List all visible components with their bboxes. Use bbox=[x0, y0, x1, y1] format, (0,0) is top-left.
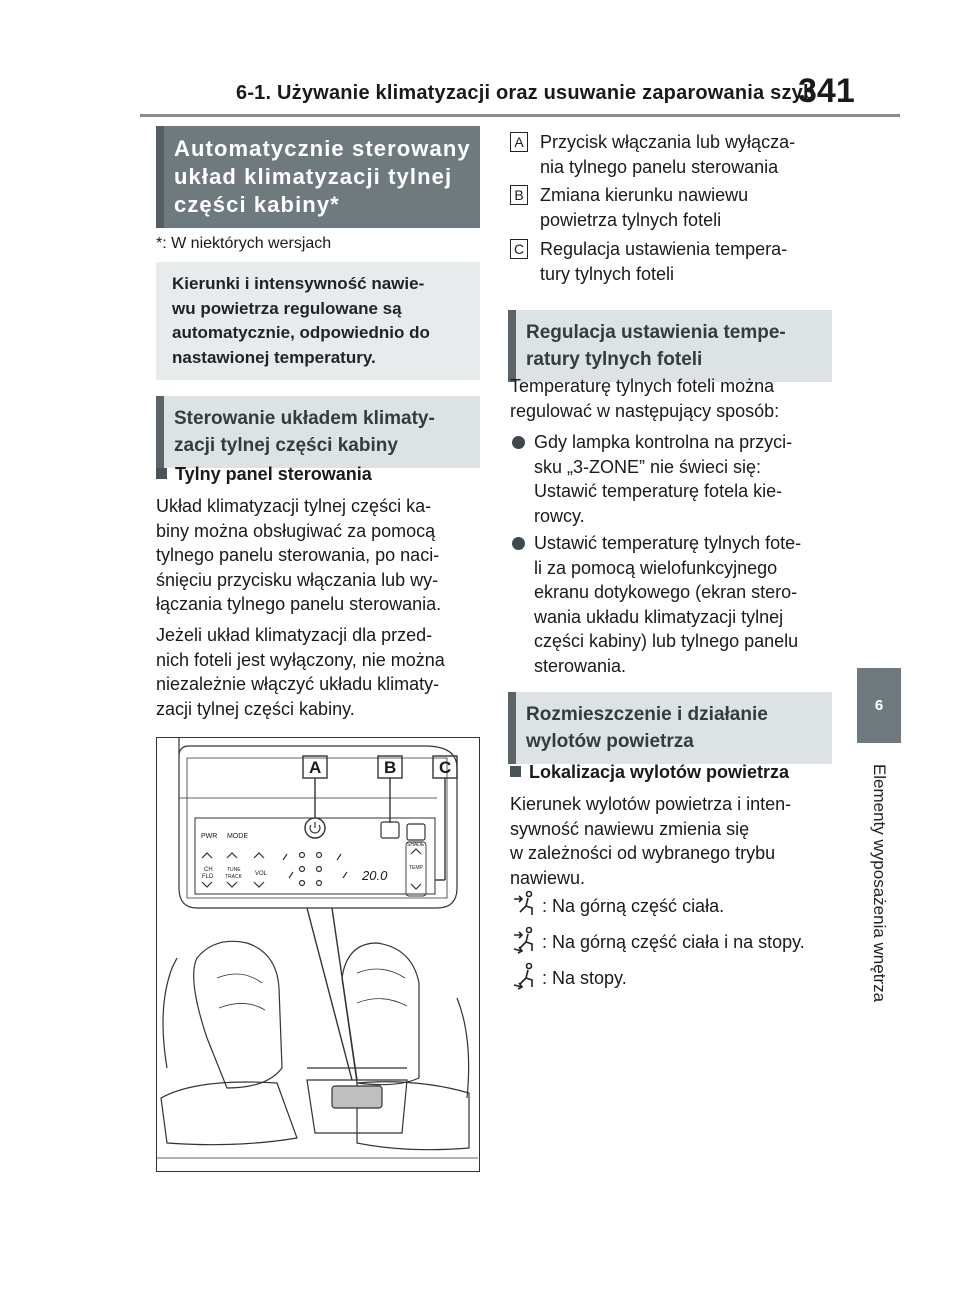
footnote: *: W niektórych wersjach bbox=[156, 235, 332, 252]
page-number: 341 bbox=[798, 72, 855, 110]
temperature-intro: Temperaturę tylnych foteli można regulować w następujący sposób: bbox=[510, 376, 780, 421]
mode-feet: : Na stopy. bbox=[512, 966, 842, 996]
rear-panel-figure bbox=[156, 737, 480, 1172]
panel-label-pwr: PWR bbox=[201, 833, 218, 840]
chapter-number: 6 bbox=[874, 697, 884, 714]
callout-c: C bbox=[439, 758, 452, 777]
heading-rear-control: Sterowanie układem klimaty- zacji tylnej części kabiny bbox=[156, 396, 480, 468]
panel-label-tune: TUNE bbox=[227, 867, 241, 873]
chapter-label: Elementy wyposażenia wnętrza bbox=[870, 763, 889, 1003]
callout-a: A bbox=[309, 758, 322, 777]
outlets-paragraph: Kierunek wylotów powietrza i inten- sywność nawiewu zmienia się w zależności od wybranego trybu nawiewu. bbox=[510, 794, 792, 888]
legend-item-c: C Regulacja ustawienia tempera- tury tylnych foteli bbox=[510, 237, 840, 289]
bullet-item-touchscreen: Ustawić temperaturę tylnych fote- li za pomocą wielofunkcyjnego ekranu dotykowego (ekran stero- wania układu klimatyzacji tylnej części kabiny) lub tylnego panelu sterowania. bbox=[512, 531, 832, 681]
section-title: 6-1. Używanie klimatyzacji oraz usuwanie zaparowania szyb bbox=[236, 82, 816, 104]
callout-b: B bbox=[384, 758, 397, 777]
subheading-outlet-location: Lokalizacja wylotów powietrza bbox=[510, 762, 789, 783]
letter-b-badge: B bbox=[510, 185, 528, 205]
chapter-tab[interactable] bbox=[857, 668, 901, 743]
paragraph-rear-panel: Układ klimatyzacji tylnej części ka- biny można obsługiwać za pomocą tylnego panelu sterowania, po naci- śnięciu przycisku włączania lub wy- łączania tylnego panelu sterowania. bbox=[156, 496, 442, 614]
bilevel-icon bbox=[512, 926, 538, 954]
panel-label-shade: SHADE bbox=[407, 842, 425, 848]
panel-label-fld: FLD bbox=[202, 874, 214, 880]
mode-upper-body: : Na górną część ciała. bbox=[512, 894, 842, 924]
panel-label-ch: CH bbox=[204, 867, 213, 873]
panel-label-mode: MODE bbox=[227, 833, 248, 840]
panel-temp-value: 20.0 bbox=[362, 868, 388, 883]
upper-body-icon bbox=[512, 890, 538, 918]
info-box: Kierunki i intensywność nawie- wu powietrza regulowane są automatycznie, odpowiednio do nastawionej temperatury. bbox=[156, 262, 480, 380]
subheading-rear-panel: Tylny panel sterowania bbox=[156, 464, 372, 485]
feet-icon bbox=[512, 962, 538, 990]
legend-item-a: A Przycisk włączania lub wyłącza- nia tylnego panelu sterowania bbox=[510, 130, 840, 182]
paragraph-front-off: Jeżeli układ klimatyzacji dla przed- nich foteli jest wyłączony, nie można niezależnie włączyć układu klimaty- zacji tylnej części kabiny. bbox=[156, 625, 445, 719]
letter-a-badge: A bbox=[510, 132, 528, 152]
bullet-dot-icon bbox=[512, 436, 525, 449]
header-divider bbox=[140, 114, 900, 117]
panel-label-track: TRACK bbox=[225, 874, 242, 880]
main-heading: Automatycznie sterowany układ klimatyzacji tylnej części kabiny* bbox=[156, 126, 480, 228]
panel-label-vol: VOL bbox=[255, 871, 268, 877]
heading-rear-temperature: Regulacja ustawienia tempe- ratury tylnych foteli bbox=[508, 310, 832, 382]
bullet-item-3zone: Gdy lampka kontrolna na przyci- sku „3-ZONE” nie świeci się: Ustawić temperaturę fotela kie- rowcy. bbox=[512, 430, 832, 530]
letter-c-badge: C bbox=[510, 239, 528, 259]
bullet-dot-icon bbox=[512, 537, 525, 550]
mode-bilevel: : Na górną część ciała i na stopy. bbox=[512, 930, 842, 960]
legend-item-b: B Zmiana kierunku nawiewu powietrza tylnych foteli bbox=[510, 183, 840, 235]
heading-outlets: Rozmieszczenie i działanie wylotów powietrza bbox=[508, 692, 832, 764]
panel-label-temp: TEMP bbox=[409, 865, 423, 871]
